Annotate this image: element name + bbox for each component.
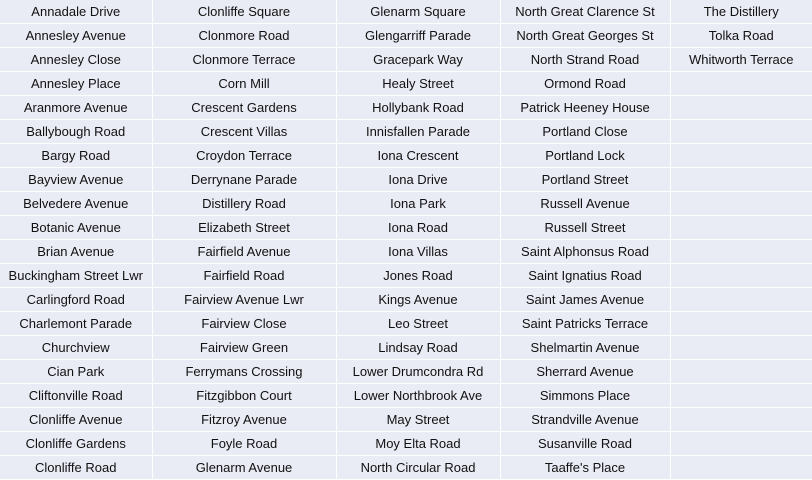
- street-cell: Corn Mill: [152, 72, 336, 96]
- street-cell: Lower Northbrook Ave: [336, 384, 500, 408]
- street-cell: Russell Street: [500, 216, 670, 240]
- street-cell: Fairview Green: [152, 336, 336, 360]
- table-row: [0, 168, 812, 192]
- street-cell: Gracepark Way: [336, 48, 500, 72]
- street-cell: Lindsay Road: [336, 336, 500, 360]
- street-cell: Botanic Avenue: [0, 216, 152, 240]
- street-cell: [670, 264, 812, 288]
- table-row: [0, 144, 812, 168]
- street-cell: North Great Clarence St: [500, 0, 670, 24]
- street-cell: Charlemont Parade: [0, 312, 152, 336]
- table-row: [0, 240, 812, 264]
- street-cell: Saint James Avenue: [500, 288, 670, 312]
- street-cell: Sherrard Avenue: [500, 360, 670, 384]
- street-cell: [670, 144, 812, 168]
- street-cell: [670, 336, 812, 360]
- street-cell: Clonmore Road: [152, 24, 336, 48]
- street-cell: Moy Elta Road: [336, 432, 500, 456]
- street-cell: Clonmore Terrace: [152, 48, 336, 72]
- street-cell: Clonliffe Avenue: [0, 408, 152, 432]
- street-cell: Saint Alphonsus Road: [500, 240, 670, 264]
- street-cell: Ballybough Road: [0, 120, 152, 144]
- street-cell: Strandville Avenue: [500, 408, 670, 432]
- street-cell: [670, 96, 812, 120]
- street-cell: Aranmore Avenue: [0, 96, 152, 120]
- street-cell: North Circular Road: [336, 456, 500, 480]
- street-cell: May Street: [336, 408, 500, 432]
- street-cell: Carlingford Road: [0, 288, 152, 312]
- street-cell: [670, 216, 812, 240]
- street-cell: [670, 432, 812, 456]
- street-cell: Tolka Road: [670, 24, 812, 48]
- street-cell: Distillery Road: [152, 192, 336, 216]
- street-cell: Taaffe's Place: [500, 456, 670, 480]
- street-cell: [670, 408, 812, 432]
- street-cell: Iona Drive: [336, 168, 500, 192]
- table-row: [0, 24, 812, 48]
- street-cell: Patrick Heeney House: [500, 96, 670, 120]
- table-row: [0, 0, 812, 24]
- street-cell: Saint Ignatius Road: [500, 264, 670, 288]
- street-cell: [670, 120, 812, 144]
- table-row: [0, 360, 812, 384]
- street-cell: Iona Park: [336, 192, 500, 216]
- street-cell: Fairview Close: [152, 312, 336, 336]
- table-row: [0, 192, 812, 216]
- street-cell: Innisfallen Parade: [336, 120, 500, 144]
- street-cell: Annesley Close: [0, 48, 152, 72]
- street-cell: Hollybank Road: [336, 96, 500, 120]
- table-row: [0, 72, 812, 96]
- street-cell: Annesley Place: [0, 72, 152, 96]
- table-row: [0, 312, 812, 336]
- table-row: [0, 384, 812, 408]
- street-cell: Buckingham Street Lwr: [0, 264, 152, 288]
- table-row: [0, 48, 812, 72]
- street-cell: [670, 456, 812, 480]
- table-row: [0, 120, 812, 144]
- street-cell: North Strand Road: [500, 48, 670, 72]
- street-cell: Elizabeth Street: [152, 216, 336, 240]
- street-cell: Susanville Road: [500, 432, 670, 456]
- street-cell: Annadale Drive: [0, 0, 152, 24]
- street-cell: Fitzroy Avenue: [152, 408, 336, 432]
- street-cell: Shelmartin Avenue: [500, 336, 670, 360]
- street-cell: Fairfield Avenue: [152, 240, 336, 264]
- table-row: [0, 456, 812, 480]
- street-cell: Clonliffe Square: [152, 0, 336, 24]
- table-row: [0, 216, 812, 240]
- street-cell: Portland Street: [500, 168, 670, 192]
- street-cell: Fairview Avenue Lwr: [152, 288, 336, 312]
- street-cell: Bargy Road: [0, 144, 152, 168]
- street-cell: Iona Crescent: [336, 144, 500, 168]
- street-cell: Glenarm Avenue: [152, 456, 336, 480]
- street-cell: Whitworth Terrace: [670, 48, 812, 72]
- street-cell: [670, 360, 812, 384]
- street-cell: Croydon Terrace: [152, 144, 336, 168]
- street-cell: [670, 240, 812, 264]
- street-cell: Derrynane Parade: [152, 168, 336, 192]
- table-row: [0, 96, 812, 120]
- street-cell: Foyle Road: [152, 432, 336, 456]
- street-cell: [670, 384, 812, 408]
- street-cell: Ferrymans Crossing: [152, 360, 336, 384]
- street-cell: Belvedere Avenue: [0, 192, 152, 216]
- street-cell: Ormond Road: [500, 72, 670, 96]
- street-cell: Fairfield Road: [152, 264, 336, 288]
- table-row: [0, 432, 812, 456]
- street-cell: Kings Avenue: [336, 288, 500, 312]
- table-row: [0, 408, 812, 432]
- street-cell: Simmons Place: [500, 384, 670, 408]
- street-cell: Fitzgibbon Court: [152, 384, 336, 408]
- street-cell: Bayview Avenue: [0, 168, 152, 192]
- street-cell: Russell Avenue: [500, 192, 670, 216]
- street-cell: Crescent Villas: [152, 120, 336, 144]
- street-cell: Glenarm Square: [336, 0, 500, 24]
- street-cell: Cliftonville Road: [0, 384, 152, 408]
- street-cell: Iona Villas: [336, 240, 500, 264]
- street-cell: Saint Patricks Terrace: [500, 312, 670, 336]
- street-cell: Clonliffe Gardens: [0, 432, 152, 456]
- table-row: [0, 336, 812, 360]
- street-cell: [670, 72, 812, 96]
- street-cell: Portland Lock: [500, 144, 670, 168]
- table-row: [0, 264, 812, 288]
- street-cell: Clonliffe Road: [0, 456, 152, 480]
- street-cell: Crescent Gardens: [152, 96, 336, 120]
- table-row: [0, 288, 812, 312]
- street-cell: Cian Park: [0, 360, 152, 384]
- street-cell: [670, 312, 812, 336]
- street-cell: [670, 168, 812, 192]
- street-cell: Iona Road: [336, 216, 500, 240]
- street-cell: The Distillery: [670, 0, 812, 24]
- street-cell: Annesley Avenue: [0, 24, 152, 48]
- street-cell: Leo Street: [336, 312, 500, 336]
- street-cell: Churchview: [0, 336, 152, 360]
- street-cell: Jones Road: [336, 264, 500, 288]
- street-cell: [670, 288, 812, 312]
- street-cell: [670, 192, 812, 216]
- street-cell: Portland Close: [500, 120, 670, 144]
- street-cell: Glengarriff Parade: [336, 24, 500, 48]
- street-cell: North Great Georges St: [500, 24, 670, 48]
- street-cell: Brian Avenue: [0, 240, 152, 264]
- street-cell: Lower Drumcondra Rd: [336, 360, 500, 384]
- street-cell: Healy Street: [336, 72, 500, 96]
